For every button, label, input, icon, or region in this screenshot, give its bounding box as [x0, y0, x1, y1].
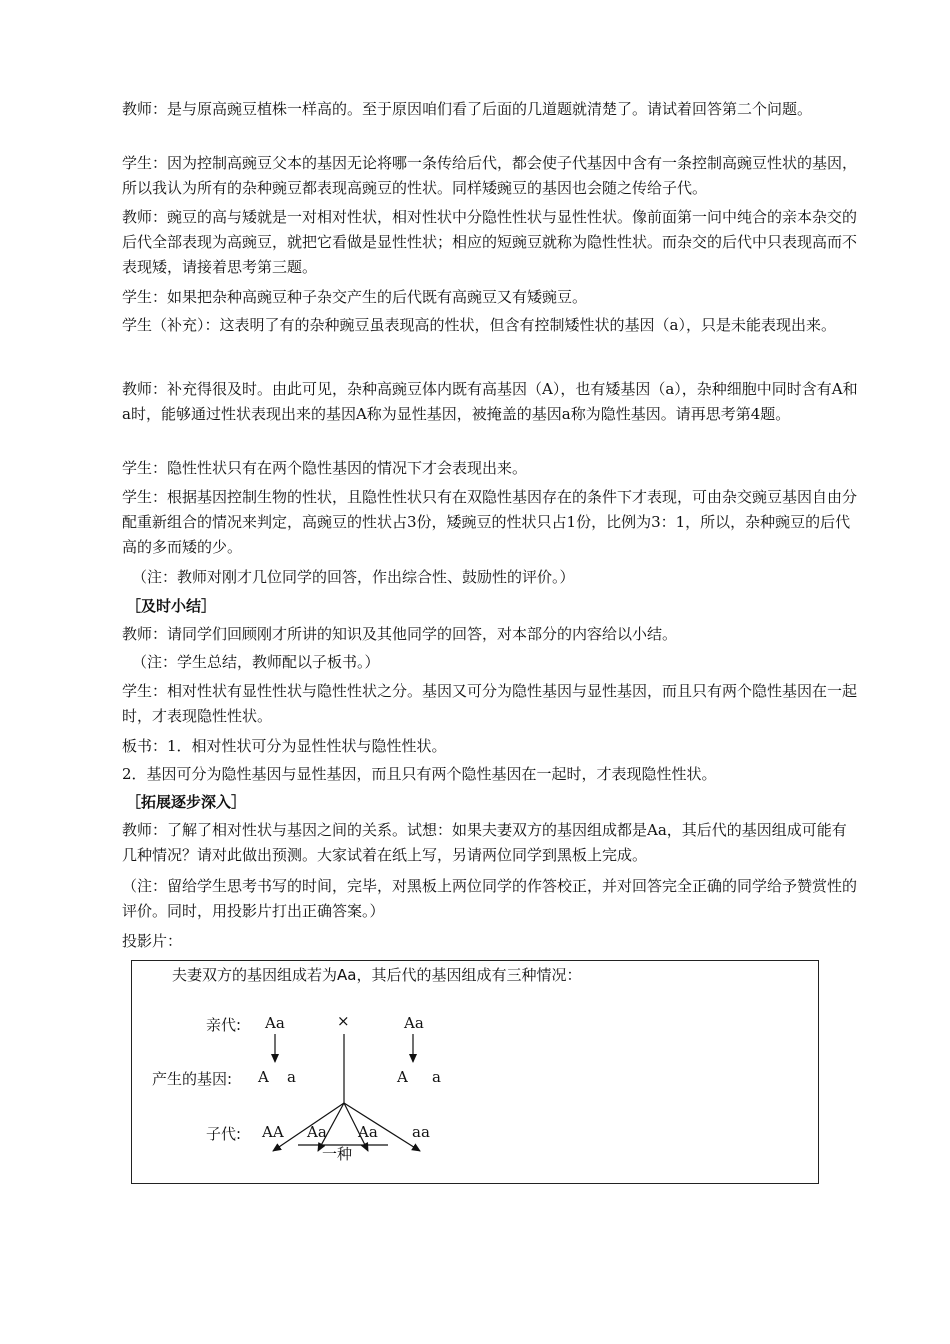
paragraph-text: 学生：根据基因控制生物的性状，且隐性性状只有在双隐性基因存在的条件下才表现，可由杂交豌豆基因自由分配重新组合的情况来判定，高豌豆的性状占3份，矮豌豆的性状只占1份，比例为3：1，所以，杂种豌豆的后代高的多而矮的少。: [122, 488, 858, 556]
paragraph: [122, 762, 860, 787]
paragraph-text: 教师：请同学们回顾刚才所讲的知识及其他同学的回答，对本部分的内容给以小结。: [122, 625, 678, 643]
section-heading: [126, 790, 864, 815]
paragraph-text: 板书：1．相对性状可分为显性性状与隐性性状。: [122, 737, 447, 755]
paragraph: [122, 929, 860, 954]
paragraph-text: 学生：相对性状有显性性状与隐性性状之分。基因又可分为隐性基因与显性基因，而且只有两个隐性基因在一起时，才表现隐性性状。: [122, 682, 858, 725]
note-text: （注：留给学生思考书写的时间，完毕，对黑板上两位同学的作答校正，并对回答完全正确的同学给予赞赏性的评价。同时，用投影片打出正确答案。）: [122, 877, 858, 920]
parent-label: 亲代:: [206, 1016, 242, 1034]
paragraph-text: 学生：如果把杂种高豌豆种子杂交产生的后代既有高豌豆又有矮豌豆。: [122, 288, 588, 306]
note: [132, 650, 860, 675]
paragraph: [122, 377, 860, 427]
note-text: （注：教师对刚才几位同学的回答，作出综合性、鼓励性的评价。）: [132, 568, 575, 586]
gamete-left-recessive: a: [287, 1068, 296, 1086]
paragraph: [122, 622, 860, 647]
paragraph: [122, 151, 860, 201]
note: [132, 565, 860, 590]
section-heading: [126, 594, 864, 619]
paragraph: [122, 313, 860, 338]
diagram-caption: 夫妻双方的基因组成若为Aa，其后代的基因组成有三种情况：: [172, 966, 582, 984]
paragraph-text: 教师：补充得很及时。由此可见，杂种高豌豆体内既有高基因（A），也有矮基因（a），杂种细胞中同时含有A和a时，能够通过性状表现出来的基因A称为显性基因，被掩盖的基因a称为隐性基因。请再思考第4题。: [122, 380, 858, 423]
note: [122, 874, 860, 924]
offspring-genotype: Aa: [307, 1123, 327, 1141]
paragraph: [122, 285, 860, 310]
paragraph: [122, 818, 860, 868]
gamete-right-dominant: A: [397, 1068, 408, 1086]
paragraph-text: 2．基因可分为隐性基因与显性基因，而且只有两个隐性基因在一起时，才表现隐性性状。: [122, 765, 717, 783]
projection-slide-box: [131, 960, 819, 1184]
cross-symbol: ×: [337, 1012, 350, 1030]
heading-text: ［及时小结］: [126, 597, 217, 615]
gamete-label: 产生的基因:: [152, 1070, 233, 1088]
heading-text: ［拓展逐步深入］: [126, 793, 247, 811]
parent-right-genotype: Aa: [404, 1014, 424, 1032]
paragraph-text: 教师：是与原高豌豆植株一样高的。至于原因咱们看了后面的几道题就清楚了。请试着回答第二个问题。: [122, 100, 813, 118]
paragraph-text: 投影片：: [122, 932, 183, 950]
paragraph: [122, 97, 860, 122]
paragraph-text: 学生（补充）：这表明了有的杂种豌豆虽表现高的性状，但含有控制矮性状的基因（a），只是未能表现出来。: [122, 316, 836, 334]
paragraph: [122, 205, 860, 280]
gamete-right-recessive: a: [432, 1068, 441, 1086]
paragraph: [122, 456, 860, 481]
note-text: （注：学生总结，教师配以子板书。）: [132, 653, 380, 671]
offspring-label: 子代:: [206, 1125, 242, 1143]
group-note: 一种: [322, 1145, 353, 1163]
offspring-genotype: aa: [412, 1123, 430, 1141]
paragraph-text: 学生：隐性性状只有在两个隐性基因的情况下才会表现出来。: [122, 459, 528, 477]
paragraph: [122, 679, 860, 729]
paragraph: [122, 485, 860, 560]
genetic-cross-diagram: [132, 961, 820, 1185]
offspring-genotype: Aa: [358, 1123, 378, 1141]
paragraph: [122, 734, 860, 759]
paragraph-text: 教师：了解了相对性状与基因之间的关系。试想：如果夫妻双方的基因组成都是Aa，其后代的基因组成可能有几种情况？请对此做出预测。大家试着在纸上写，另请两位同学到黑板上完成。: [122, 821, 847, 864]
gamete-left-dominant: A: [258, 1068, 269, 1086]
offspring-genotype: AA: [262, 1123, 284, 1141]
parent-left-genotype: Aa: [265, 1014, 285, 1032]
paragraph-text: 教师：豌豆的高与矮就是一对相对性状，相对性状中分隐性性状与显性性状。像前面第一问中纯合的亲本杂交的后代全部表现为高豌豆，就把它看做是显性性状；相应的短豌豆就称为隐性性状。而杂交的后代中只表现高而不表现矮，请接着思考第三题。: [122, 208, 858, 276]
paragraph-text: 学生：因为控制高豌豆父本的基因无论将哪一条传给后代，都会使子代基因中含有一条控制高豌豆性状的基因，所以我认为所有的杂种豌豆都表现高豌豆的性状。同样矮豌豆的基因也会随之传给子代。: [122, 154, 858, 197]
